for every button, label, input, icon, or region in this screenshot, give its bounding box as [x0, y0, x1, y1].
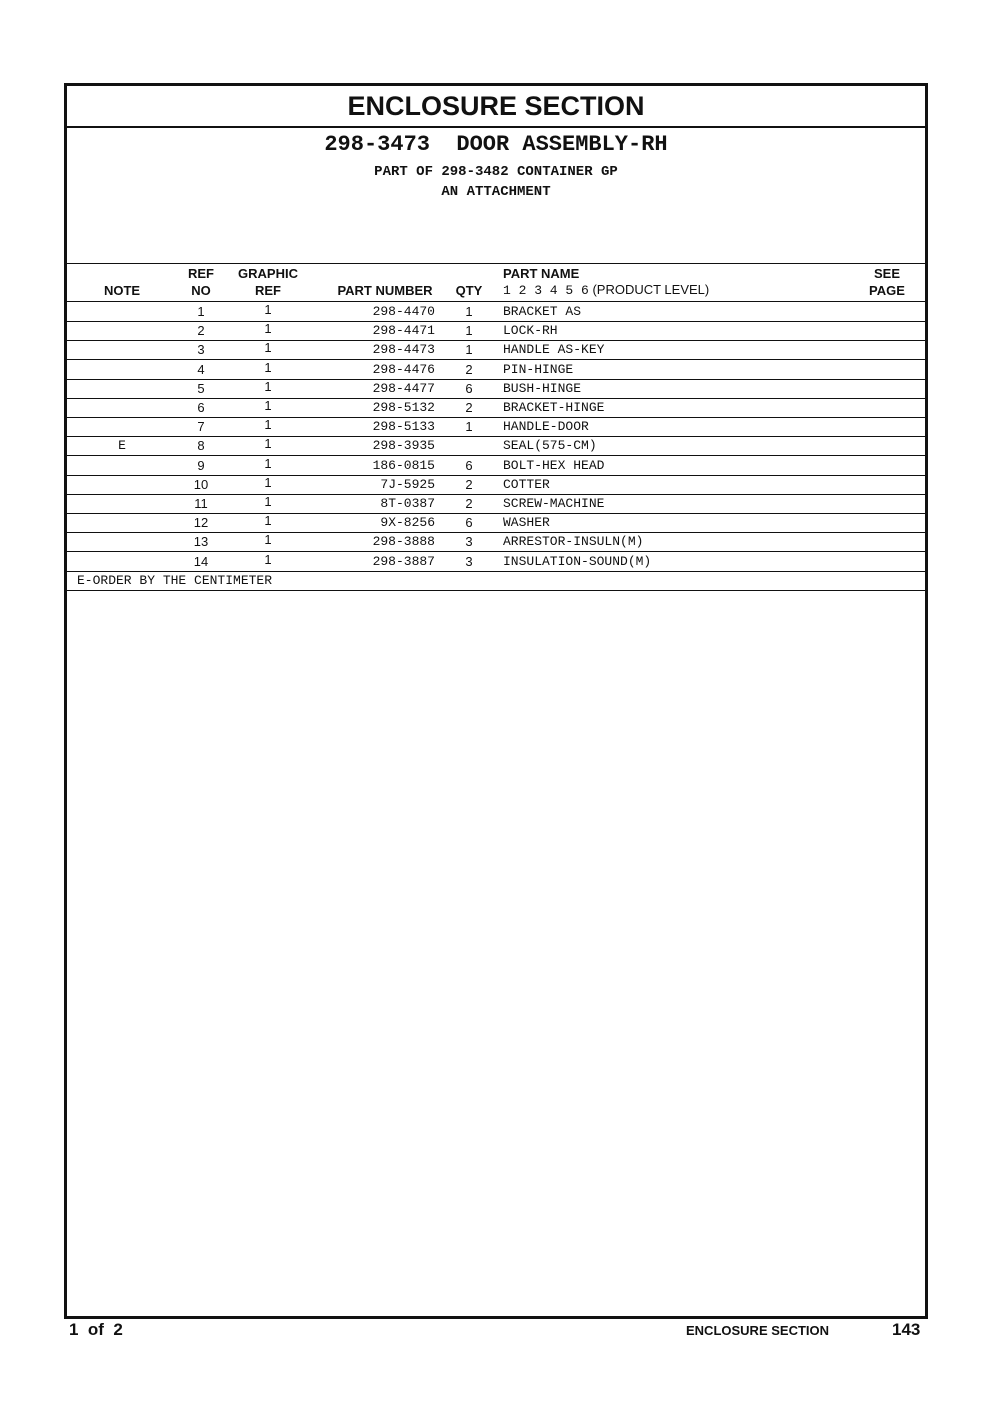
row-graphic-ref: 1	[264, 398, 272, 413]
row-part-number: 298-3888	[372, 534, 435, 550]
header-part-number: PART NUMBER	[337, 283, 433, 298]
row-part-number: 298-4470	[372, 304, 435, 319]
header-see-page	[857, 265, 917, 299]
table-row	[67, 494, 925, 514]
row-part-name: HANDLE-DOOR	[503, 419, 589, 435]
table-footnote: E-ORDER BY THE CENTIMETER	[67, 571, 925, 591]
row-graphic-ref: 1	[264, 340, 272, 356]
row-qty: 6	[465, 515, 473, 531]
row-ref-no: 1	[197, 304, 205, 319]
subtitle-line: PART OF 298-3482 CONTAINER GP	[374, 164, 618, 180]
row-part-number: 186-0815	[372, 457, 435, 473]
row-part-name: PIN-HINGE	[503, 361, 574, 377]
row-part-number: 298-4477	[372, 380, 435, 396]
row-graphic-ref: 1	[264, 551, 272, 567]
product-level-label: (PRODUCT LEVEL)	[592, 282, 710, 297]
table-row	[67, 552, 925, 572]
row-ref-no: 10	[193, 476, 209, 492]
row-qty: 2	[465, 476, 473, 492]
row-part-name: HANDLE AS-KEY	[503, 342, 605, 358]
row-qty: 6	[465, 457, 473, 473]
header-note: NOTE	[103, 283, 141, 298]
row-graphic-ref: 1	[264, 321, 272, 337]
row-qty: 1	[465, 323, 473, 339]
header-graphic-line: GRAPHIC	[238, 266, 298, 281]
header-ref-line: REF	[188, 266, 214, 281]
table-row	[67, 532, 925, 552]
row-part-name: BUSH-HINGE	[503, 380, 582, 396]
row-ref-no: 3	[197, 342, 205, 358]
row-ref-no: 8	[197, 438, 205, 454]
table-row	[67, 513, 925, 533]
table-row	[67, 456, 925, 476]
row-ref-no: 4	[197, 361, 205, 377]
row-ref-no: 9	[197, 457, 205, 473]
row-qty: 3	[465, 553, 473, 569]
row-graphic-ref: 1	[264, 455, 272, 471]
header-product-level	[503, 281, 709, 299]
table-row	[67, 379, 925, 399]
table-row	[67, 340, 925, 360]
row-part-name: INSULATION-SOUND(M)	[503, 553, 652, 569]
table-row	[67, 321, 925, 341]
row-part-number: 298-4476	[372, 361, 435, 377]
row-ref-no: 7	[197, 419, 205, 435]
row-ref-no: 5	[197, 380, 205, 396]
header-qty: QTY	[455, 283, 483, 298]
row-part-number: 298-5133	[372, 419, 435, 435]
row-qty: 1	[465, 342, 473, 358]
header-ref-line: NO	[191, 283, 211, 298]
page-count: 1 of 2	[69, 1320, 123, 1339]
header-ref-no	[179, 265, 223, 299]
row-qty: 6	[465, 380, 473, 396]
row-note: E	[118, 438, 126, 454]
row-part-name: COTTER	[503, 476, 550, 492]
row-ref-no: 13	[193, 534, 209, 550]
row-graphic-ref: 1	[264, 494, 272, 509]
row-ref-no: 14	[193, 553, 209, 569]
row-graphic-ref: 1	[264, 474, 272, 490]
section-title: ENCLOSURE SECTION	[67, 86, 925, 128]
row-part-number: 8T-0387	[380, 496, 435, 511]
row-part-number: 298-3935	[372, 438, 435, 454]
row-graphic-ref: 1	[264, 436, 272, 452]
row-part-number: 298-4473	[372, 342, 435, 358]
row-part-number: 298-4471	[372, 323, 435, 339]
row-graphic-ref: 1	[264, 378, 272, 394]
subtitle-line: AN ATTACHMENT	[441, 184, 551, 200]
header-see-line: PAGE	[869, 283, 905, 298]
footer-section-name: ENCLOSURE SECTION	[686, 1323, 830, 1338]
header-part-name: PART NAME	[503, 266, 580, 281]
row-graphic-ref: 1	[264, 513, 272, 529]
header-graphic-line: REF	[255, 283, 281, 298]
row-ref-no: 2	[197, 323, 205, 339]
row-graphic-ref: 1	[264, 417, 272, 433]
row-part-number: 9X-8256	[380, 515, 435, 531]
row-graphic-ref: 1	[264, 532, 272, 548]
row-graphic-ref: 1	[264, 359, 272, 375]
row-part-name: SCREW-MACHINE	[503, 496, 605, 511]
row-qty: 2	[465, 496, 473, 511]
header-see-line: SEE	[873, 266, 900, 281]
row-ref-no: 11	[194, 496, 208, 511]
row-part-name: BOLT-HEX HEAD	[503, 457, 605, 473]
page-frame	[64, 83, 928, 1319]
row-qty: 2	[465, 400, 473, 415]
product-level-numbers: 1 2 3 4 5 6	[503, 283, 589, 298]
table-row	[67, 398, 925, 418]
row-qty: 1	[465, 304, 473, 319]
row-part-number: 7J-5925	[380, 476, 435, 492]
row-part-number: 298-3887	[372, 553, 435, 569]
table-row	[67, 436, 925, 456]
header-graphic-ref	[233, 265, 303, 299]
row-graphic-ref: 1	[264, 302, 272, 317]
row-part-name: ARRESTOR-INSULN(M)	[503, 534, 644, 550]
row-part-name: SEAL(575-CM)	[503, 438, 597, 454]
row-part-name: LOCK-RH	[503, 323, 558, 339]
assembly-title: 298-3473 DOOR ASSEMBLY-RH	[324, 132, 668, 157]
row-ref-no: 6	[197, 400, 205, 415]
table-header	[67, 263, 925, 302]
table-row	[67, 360, 925, 380]
row-qty: 3	[465, 534, 473, 550]
row-qty: 2	[465, 361, 473, 377]
row-ref-no: 12	[193, 515, 209, 531]
table-row	[67, 417, 925, 437]
row-qty: 1	[465, 419, 473, 435]
table-row	[67, 302, 925, 322]
row-part-name: BRACKET-HINGE	[503, 400, 605, 415]
row-part-name: WASHER	[503, 515, 550, 531]
row-part-name: BRACKET AS	[503, 304, 582, 319]
table-row	[67, 475, 925, 495]
page-number: 143	[892, 1320, 921, 1339]
row-part-number: 298-5132	[372, 400, 435, 415]
